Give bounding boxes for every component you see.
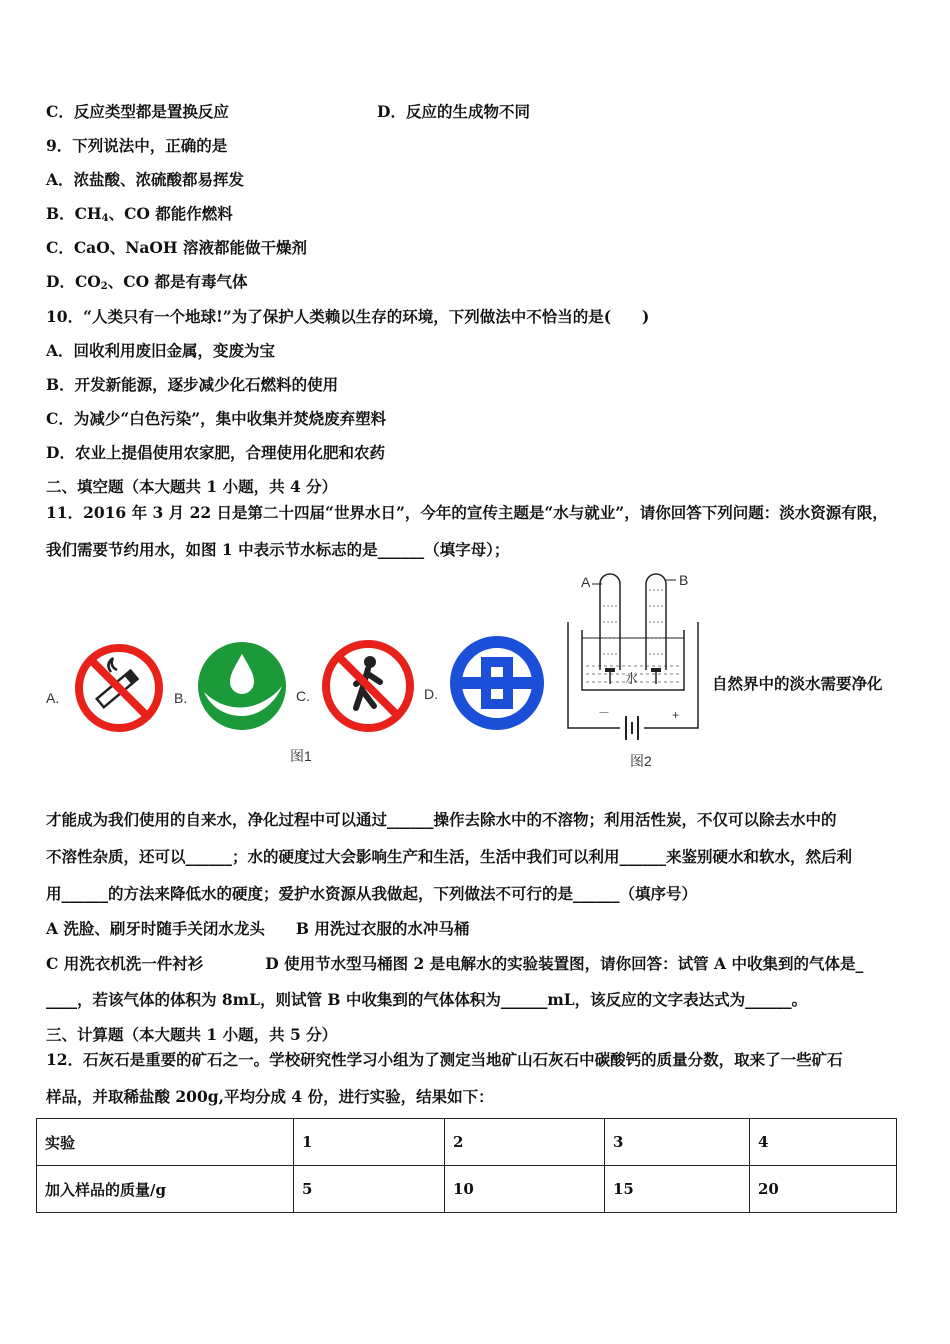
electrolysis-apparatus-diagram (562, 572, 707, 756)
q11-line-8: ____，若该气体的体积为 8mL，则试管 B 中收集到的气体体积为______mL，该反应的文字表达式为______。 (46, 990, 808, 1009)
q11-line-5: 用______的方法来降低水的硬度；爱护水资源从我做起，下列做法不可行的是______（填序号） (46, 884, 698, 903)
fig1-label-d: D. (424, 686, 438, 702)
q10-stem: 10．“人类只有一个地球!”为了保护人类赖以生存的环境，下列做法中不恰当的是( ) (46, 307, 650, 326)
table-cell: 3 (605, 1119, 750, 1166)
section-2-heading: 二、填空题（本大题共 1 小题，共 4 分） (46, 477, 338, 496)
q11-line-6: A 洗脸、刷牙时随手关闭水龙头 B 用洗过衣服的水冲马桶 (46, 919, 470, 938)
fig1-label-b: B. (174, 690, 188, 706)
fig1-caption: 图1 (290, 748, 312, 764)
section-3-heading: 三、计算题（本大题共 1 小题，共 5 分） (46, 1025, 338, 1044)
q11-line-7: C 用洗衣机洗一件衬衫 D 使用节水型马桶图 2 是电解水的实验装置图，请你回答：试管 A 中收集到的气体是_ (46, 954, 864, 973)
fig2-minus-label: － (598, 706, 611, 720)
q11-line-2: 我们需要节约用水，如图 1 中表示节水标志的是______（填字母）； (46, 540, 510, 559)
q8-option-c: C．反应类型都是置换反应 (46, 102, 229, 121)
q10-option-a: A．回收利用废旧金属，变废为宝 (46, 341, 276, 360)
fig2-water-label: 水 (625, 671, 639, 686)
q11-line-4: 不溶性杂质，还可以______；水的硬度过大会影响生产和生活，生活中我们可以利用______来鉴别硬水和软水，然后利 (46, 847, 853, 866)
q9-option-c: C．CaO、NaOH 溶液都能做干燥剂 (46, 238, 307, 257)
q9-option-b: B．$CH_4$、CO 都能作燃料 (46, 204, 233, 224)
table-cell: 5 (294, 1166, 445, 1213)
q9-stem: 9．下列说法中，正确的是 (46, 136, 228, 155)
no-smoking-icon (73, 642, 165, 738)
q9-option-d: D．$CO_2$、CO 都是有毒气体 (46, 272, 248, 292)
table-cell: 2 (445, 1119, 605, 1166)
table-cell: 加入样品的质量/g (37, 1166, 294, 1213)
table-cell: 10 (445, 1166, 605, 1213)
table-cell: 20 (750, 1166, 897, 1213)
no-pedestrian-icon (320, 638, 416, 738)
q12-line-1: 12．石灰石是重要的矿石之一。学校研究性学习小组为了测定当地矿山石灰石中碳酸钙的质量分数，取来了一些矿石 (46, 1050, 843, 1069)
q8-option-d: D．反应的生成物不同 (377, 102, 530, 121)
table-cell: 实验 (37, 1119, 294, 1166)
results-table (36, 1118, 897, 1213)
q11-line-1: 11．2016 年 3 月 22 日是第二十四届“世界水日”，今年的宣传主题是“水与就业”，请你回答下列问题：淡水资源有限， (46, 503, 888, 522)
q10-option-d: D．农业上提倡使用农家肥，合理使用化肥和农药 (46, 443, 385, 462)
fig2-label-a: A (581, 574, 591, 590)
fig2-plus-label: + (672, 708, 680, 722)
table-row (37, 1119, 897, 1166)
table-row (37, 1166, 897, 1213)
q10-option-b: B．开发新能源，逐步减少化石燃料的使用 (46, 375, 339, 394)
q10-option-c: C．为减少“白色污染”，集中收集并焚烧废弃塑料 (46, 409, 387, 428)
q9-option-a: A．浓盐酸、浓硫酸都易挥发 (46, 170, 245, 189)
table-cell: 1 (294, 1119, 445, 1166)
table-cell: 4 (750, 1119, 897, 1166)
water-symbol-icon (447, 633, 547, 737)
table-cell: 15 (605, 1166, 750, 1213)
fig1-label-a: A. (46, 690, 60, 706)
q11-fig-right-text: 自然界中的淡水需要净化 (712, 674, 883, 693)
fig2-label-b: B (679, 572, 689, 588)
fig2-caption: 图2 (630, 753, 652, 769)
q11-line-3: 才能成为我们使用的自来水，净化过程中可以通过______操作去除水中的不溶物；利用活性炭，不仅可以除去水中的 (46, 810, 837, 829)
fig1-label-c: C. (296, 688, 310, 704)
q12-line-2: 样品，并取稀盐酸 200g,平均分成 4 份，进行实验，结果如下： (46, 1087, 494, 1106)
water-saving-icon (196, 640, 288, 736)
